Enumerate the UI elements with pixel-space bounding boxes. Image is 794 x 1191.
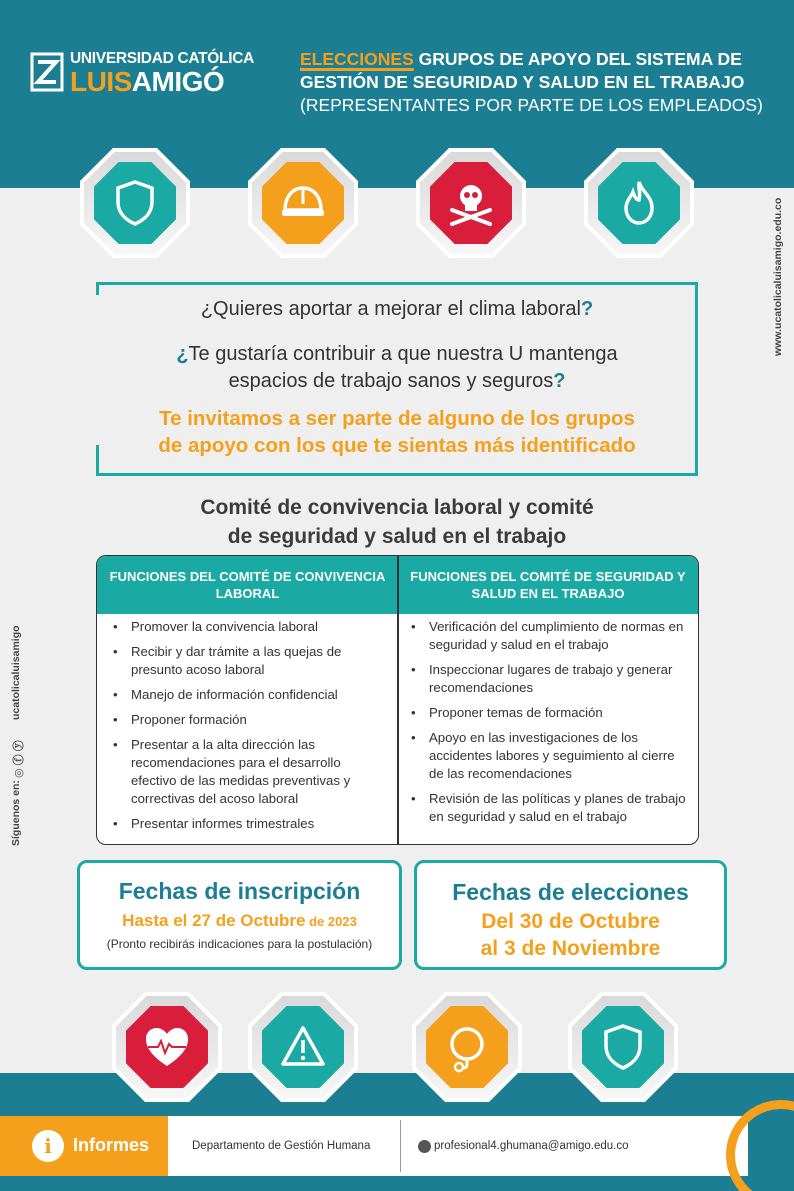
list-item: • Proponer temas de formación	[409, 704, 691, 722]
follow-label: Síguenos en:	[10, 780, 22, 846]
university-logo	[30, 48, 255, 98]
department-name: Departamento de Gestión Humana	[192, 1140, 371, 1152]
website-link[interactable]: www.ucatolicaluisamigo.edu.co	[772, 197, 784, 356]
stethoscope-icon	[440, 1020, 494, 1074]
hex-badge	[584, 148, 694, 258]
hex-badge	[112, 992, 222, 1102]
functions-table	[96, 555, 699, 845]
heart-pulse-icon	[140, 1020, 194, 1074]
table-header-right: FUNCIONES DEL COMITÉ DE SEGURIDAD Y SALUD EN EL TRABAJO	[398, 556, 698, 614]
table-header-left: FUNCIONES DEL COMITÉ DE CONVIVENCIA LABORAL	[97, 556, 398, 614]
question-2: ¿Te gustaría contribuir a que nuestra U mantenga espacios de trabajo sanos y seguros?	[176, 343, 618, 392]
invitation-text: Te invitamos a ser parte de alguno de los grupos de apoyo con los que te sientas más identificado	[158, 407, 636, 457]
title-highlight: ELECCIONES	[300, 49, 414, 69]
list-item: • Presentar a la alta dirección las recomendaciones para el desarrollo efectivo de las medidas preventivas y correctivas del acoso laboral	[111, 736, 386, 808]
right-functions-list	[409, 618, 691, 833]
section-title: Comité de convivencia laboral y comité de seguridad y salud en el trabajo	[200, 496, 594, 548]
flame-icon	[612, 176, 666, 230]
mail-icon	[418, 1140, 431, 1153]
contact-email[interactable]: profesional4.ghumana@amigo.edu.co	[434, 1140, 629, 1152]
elections-title: Fechas de elecciones	[452, 879, 689, 905]
registration-note: (Pronto recibirás indicaciones para la postulación)	[106, 937, 373, 951]
list-item: • Verificación del cumplimiento de normas en seguridad y salud en el trabajo	[409, 618, 691, 654]
list-item: • Presentar informes trimestrales	[111, 815, 386, 833]
hex-badge	[248, 992, 358, 1102]
shield-icon	[596, 1020, 650, 1074]
social-icons[interactable]: ◎ ⓕ ⓨ	[13, 740, 25, 778]
hex-badge	[412, 992, 522, 1102]
list-item: • Manejo de información confidencial	[111, 686, 386, 704]
elections-date: Del 30 de Octubre al 3 de Noviembre	[480, 910, 661, 960]
questions-box	[96, 282, 698, 476]
list-item: • Promover la convivencia laboral	[111, 618, 386, 636]
page-title: ELECCIONES GRUPOS DE APOYO DEL SISTEMA DE GESTIÓN DE SEGURIDAD Y SALUD EN EL TRABAJO	[300, 49, 745, 92]
social-handle[interactable]: ucatolicaluisamigo	[10, 625, 22, 720]
page-subtitle: (REPRESENTANTES POR PARTE DE LOS EMPLEADOS)	[300, 95, 763, 115]
list-item: • Inspeccionar lugares de trabajo y generar recomendaciones	[409, 661, 691, 697]
hex-badge	[248, 148, 358, 258]
footer-divider	[400, 1120, 401, 1172]
info-label: Informes	[73, 1135, 150, 1155]
hex-badge	[80, 148, 190, 258]
hex-badge	[416, 148, 526, 258]
logo-university-text: UNIVERSIDAD CATÓLICA	[70, 50, 255, 67]
table-divider	[397, 556, 399, 845]
list-item: • Proponer formación	[111, 711, 386, 729]
election-dates-box	[414, 860, 727, 970]
hard-hat-icon	[276, 176, 330, 230]
registration-dates-box	[77, 860, 402, 970]
warning-icon	[276, 1020, 330, 1074]
list-item: • Revisión de las políticas y planes de trabajo en seguridad y salud en el trabajo	[409, 790, 691, 826]
registration-date: Hasta el 27 de Octubre de 2023	[122, 911, 357, 930]
question-1: ¿Quieres aportar a mejorar el clima laboral?	[200, 298, 594, 320]
registration-title: Fechas de inscripción	[118, 878, 361, 904]
shield-icon	[108, 176, 162, 230]
website-vertical	[770, 170, 786, 360]
skull-crossbones-icon	[444, 176, 498, 230]
logo-name-text: LUISAMIGÓ	[70, 66, 225, 97]
list-item: • Recibir y dar trámite a las quejas de presunto acoso laboral	[111, 643, 386, 679]
hex-badge	[568, 992, 678, 1102]
social-vertical	[8, 600, 24, 850]
info-icon: i	[32, 1130, 64, 1162]
logo-mark-icon	[30, 52, 64, 92]
list-item: • Apoyo en las investigaciones de los accidentes labores y seguimiento al cierre de las recomendaciones	[409, 729, 691, 783]
left-functions-list	[111, 618, 386, 840]
